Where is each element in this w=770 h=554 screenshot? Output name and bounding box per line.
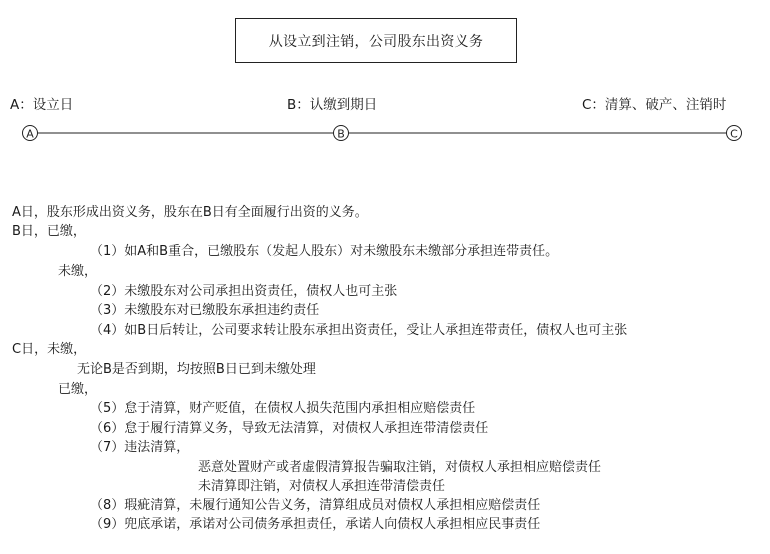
text-line-b-unpaid: 未缴，	[58, 264, 98, 279]
point-label-a: A：设立日	[10, 97, 74, 113]
timeline-node-a-label: A	[26, 127, 34, 141]
text-line-item-7-b: 未清算即注销，对债权人承担连带清偿责任	[198, 479, 446, 494]
diagram-title: 从设立到注销，公司股东出资义务	[268, 33, 484, 50]
text-line-item-2: （2）未缴股东对公司承担出资责任，债权人也可主张	[90, 284, 398, 299]
text-line-a-day: A日，股东形成出资义务，股东在B日有全面履行出资的义务。	[12, 205, 368, 220]
text-line-c-paid: 已缴，	[58, 382, 98, 397]
point-label-c: C：清算、破产、注销时	[582, 97, 727, 113]
text-line-c-day: C日，未缴，	[12, 342, 87, 357]
text-line-b-day: B日，已缴，	[12, 224, 86, 239]
text-line-item-1: （1）如A和B重合，已缴股东（发起人股东）对未缴股东未缴部分承担连带责任。	[90, 244, 559, 259]
timeline-node-b-label: B	[337, 127, 345, 141]
text-line-item-7: （7）违法清算，	[90, 440, 190, 455]
text-line-item-5: （5）怠于清算，财产贬值，在债权人损失范围内承担相应赔偿责任	[90, 401, 476, 416]
text-line-c-unpaid-rule: 无论B是否到期，均按照B日已到未缴处理	[77, 362, 316, 377]
text-line-item-7-a: 恶意处置财产或者虚假清算报告骗取注销，对债权人承担相应赔偿责任	[198, 460, 602, 475]
text-line-item-4: （4）如B日后转让，公司要求转让股东承担出资责任，受让人承担连带责任，债权人也可主张	[90, 323, 628, 338]
title-box	[235, 18, 517, 63]
text-line-item-8: （8）瑕疵清算，未履行通知公告义务，清算组成员对债权人承担相应赔偿责任	[90, 498, 541, 513]
timeline-node-c-label: C	[730, 127, 738, 141]
text-line-item-6: （6）怠于履行清算义务，导致无法清算，对债权人承担连带清偿责任	[90, 421, 489, 436]
text-line-item-9: （9）兜底承诺，承诺对公司债务承担责任，承诺人向债权人承担相应民事责任	[90, 517, 541, 532]
text-line-item-3: （3）未缴股东对已缴股东承担违约责任	[90, 303, 320, 318]
point-label-b: B：认缴到期日	[287, 97, 378, 113]
timeline	[0, 120, 770, 148]
